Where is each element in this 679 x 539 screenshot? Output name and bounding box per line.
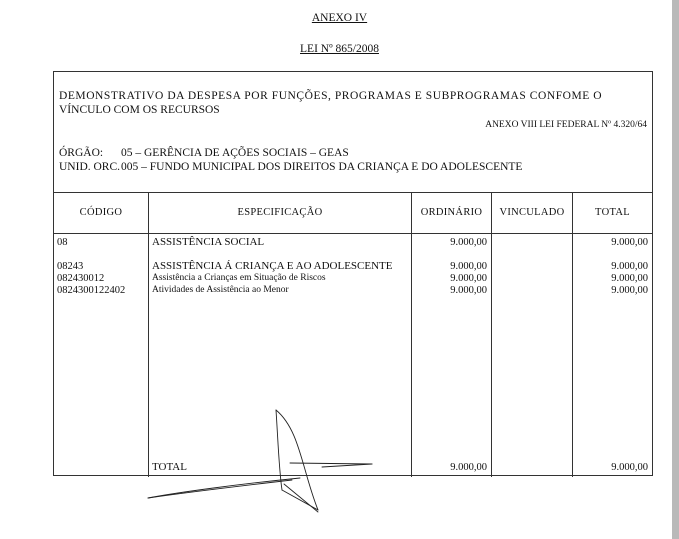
total-label: TOTAL bbox=[152, 461, 187, 473]
col-header-total: TOTAL bbox=[595, 207, 630, 218]
col-header-vinculado: VINCULADO bbox=[499, 207, 565, 218]
row-code: 082430012 bbox=[57, 273, 105, 284]
annex-title: ANEXO IV bbox=[311, 12, 368, 24]
statement-box bbox=[53, 71, 653, 476]
orgao-row bbox=[59, 147, 349, 159]
row-spec: Assistência a Crianças em Situação de Riscos bbox=[152, 273, 326, 283]
col-header-ordinario: ORDINÁRIO bbox=[420, 207, 483, 218]
row-total: 9.000,00 bbox=[611, 237, 648, 248]
scrollbar[interactable] bbox=[672, 0, 679, 539]
row-spec: ASSISTÊNCIA Á CRIANÇA E AO ADOLESCENTE bbox=[152, 260, 393, 272]
row-code: 08 bbox=[57, 237, 68, 248]
col-divider bbox=[491, 193, 492, 477]
total-ordinario: 9.000,00 bbox=[450, 462, 487, 473]
expense-table bbox=[54, 192, 652, 477]
col-divider bbox=[411, 193, 412, 477]
col-divider bbox=[148, 193, 149, 477]
legal-reference: ANEXO VIII LEI FEDERAL Nº 4.320/64 bbox=[485, 120, 647, 130]
orgao-label: ÓRGÃO: bbox=[59, 147, 104, 159]
orgao-value: 05 – GERÊNCIA DE AÇÕES SOCIAIS – GEAS bbox=[121, 147, 349, 159]
row-code: 08243 bbox=[57, 261, 84, 272]
unid-label: UNID. ORC. bbox=[59, 161, 121, 173]
total-total: 9.000,00 bbox=[611, 462, 648, 473]
row-ordinario: 9.000,00 bbox=[450, 273, 487, 284]
law-title: LEI Nº 865/2008 bbox=[300, 43, 379, 55]
unid-value: 005 – FUNDO MUNICIPAL DOS DIREITOS DA CRIANÇA E DO ADOLESCENTE bbox=[121, 161, 523, 173]
row-spec: Atividades de Assistência ao Menor bbox=[152, 285, 289, 295]
row-total: 9.000,00 bbox=[611, 261, 648, 272]
row-ordinario: 9.000,00 bbox=[450, 261, 487, 272]
row-total: 9.000,00 bbox=[611, 285, 648, 296]
unid-row bbox=[59, 161, 522, 173]
row-ordinario: 9.000,00 bbox=[450, 237, 487, 248]
row-total: 9.000,00 bbox=[611, 273, 648, 284]
header-divider bbox=[54, 233, 652, 234]
row-code: 0824300122402 bbox=[57, 285, 126, 296]
col-divider bbox=[572, 193, 573, 477]
col-header-especificacao: ESPECIFICAÇÃO bbox=[237, 207, 323, 218]
statement-title-line1: DEMONSTRATIVO DA DESPESA POR FUNÇÕES, PROGRAMAS E SUBPROGRAMAS CONFOME O bbox=[59, 90, 603, 102]
row-spec: ASSISTÊNCIA SOCIAL bbox=[152, 236, 265, 248]
row-ordinario: 9.000,00 bbox=[450, 285, 487, 296]
statement-title-line2: VÍNCULO COM OS RECURSOS bbox=[59, 104, 220, 116]
col-header-codigo: CÓDIGO bbox=[79, 207, 123, 218]
